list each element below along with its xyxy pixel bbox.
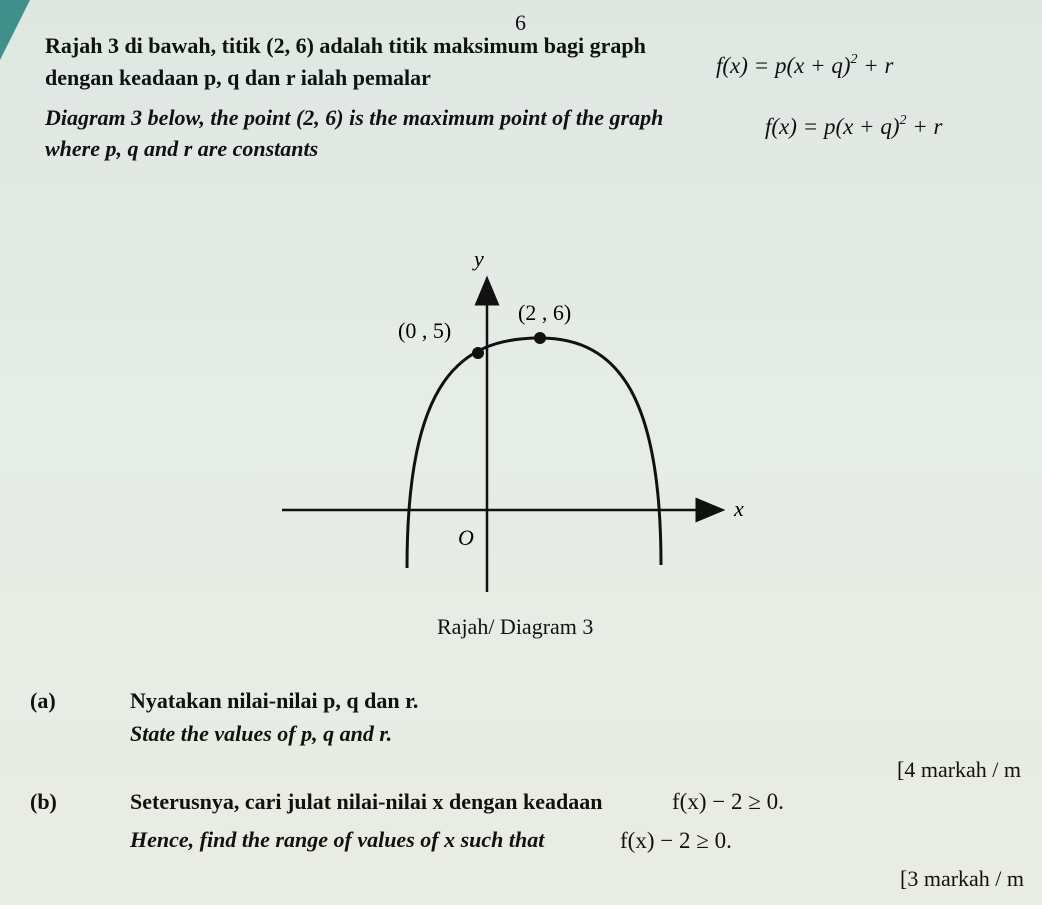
intro-english-line2: where p, q and r are constants: [45, 136, 319, 161]
x-axis-label: x: [734, 496, 744, 521]
question-a-malay: Nyatakan nilai-nilai p, q dan r.: [130, 688, 419, 713]
intro-english-formula-text: $f(x) = p(x + q)^2 + r$: [765, 113, 943, 139]
point-b-marker: [534, 332, 546, 344]
intro-malay-line2: dengan keadaan p, q dan r ialah pemalar: [45, 65, 431, 90]
intro-english-line1: Diagram 3 below, the point (2, 6) is the maximum point of the graph: [45, 105, 664, 130]
question-b-malay: Seterusnya, cari julat nilai-nilai x dengan keadaan: [130, 789, 603, 814]
point-b-label: (2 , 6): [518, 300, 572, 325]
question-a-label: (a): [30, 688, 56, 713]
y-axis-label: y: [474, 246, 484, 271]
point-a-label: (0 , 5): [398, 318, 452, 343]
intro-malay-line1: Rajah 3 di bawah, titik (2, 6) adalah titik maksimum bagi graph: [45, 33, 646, 58]
question-b-malay-formula: f(x) − 2 ≥ 0.: [672, 789, 784, 814]
page-number: 6: [515, 10, 526, 35]
question-b-english: Hence, find the range of values of x such that: [130, 827, 545, 852]
intro-malay-formula-text: $f(x) = p(x + q)^2 + r$: [716, 52, 894, 78]
question-b-marks: [3 markah / m: [900, 866, 1025, 891]
point-a-marker: [472, 347, 484, 359]
diagram-caption: Rajah/ Diagram 3: [437, 614, 594, 639]
question-b-english-formula: f(x) − 2 ≥ 0.: [620, 828, 732, 853]
parabola-curve: [407, 338, 661, 568]
question-b-label: (b): [30, 789, 57, 814]
origin-label: O: [458, 525, 474, 550]
question-a-marks: [4 markah / m: [897, 757, 1022, 782]
question-a-english: State the values of p, q and r.: [130, 721, 393, 746]
